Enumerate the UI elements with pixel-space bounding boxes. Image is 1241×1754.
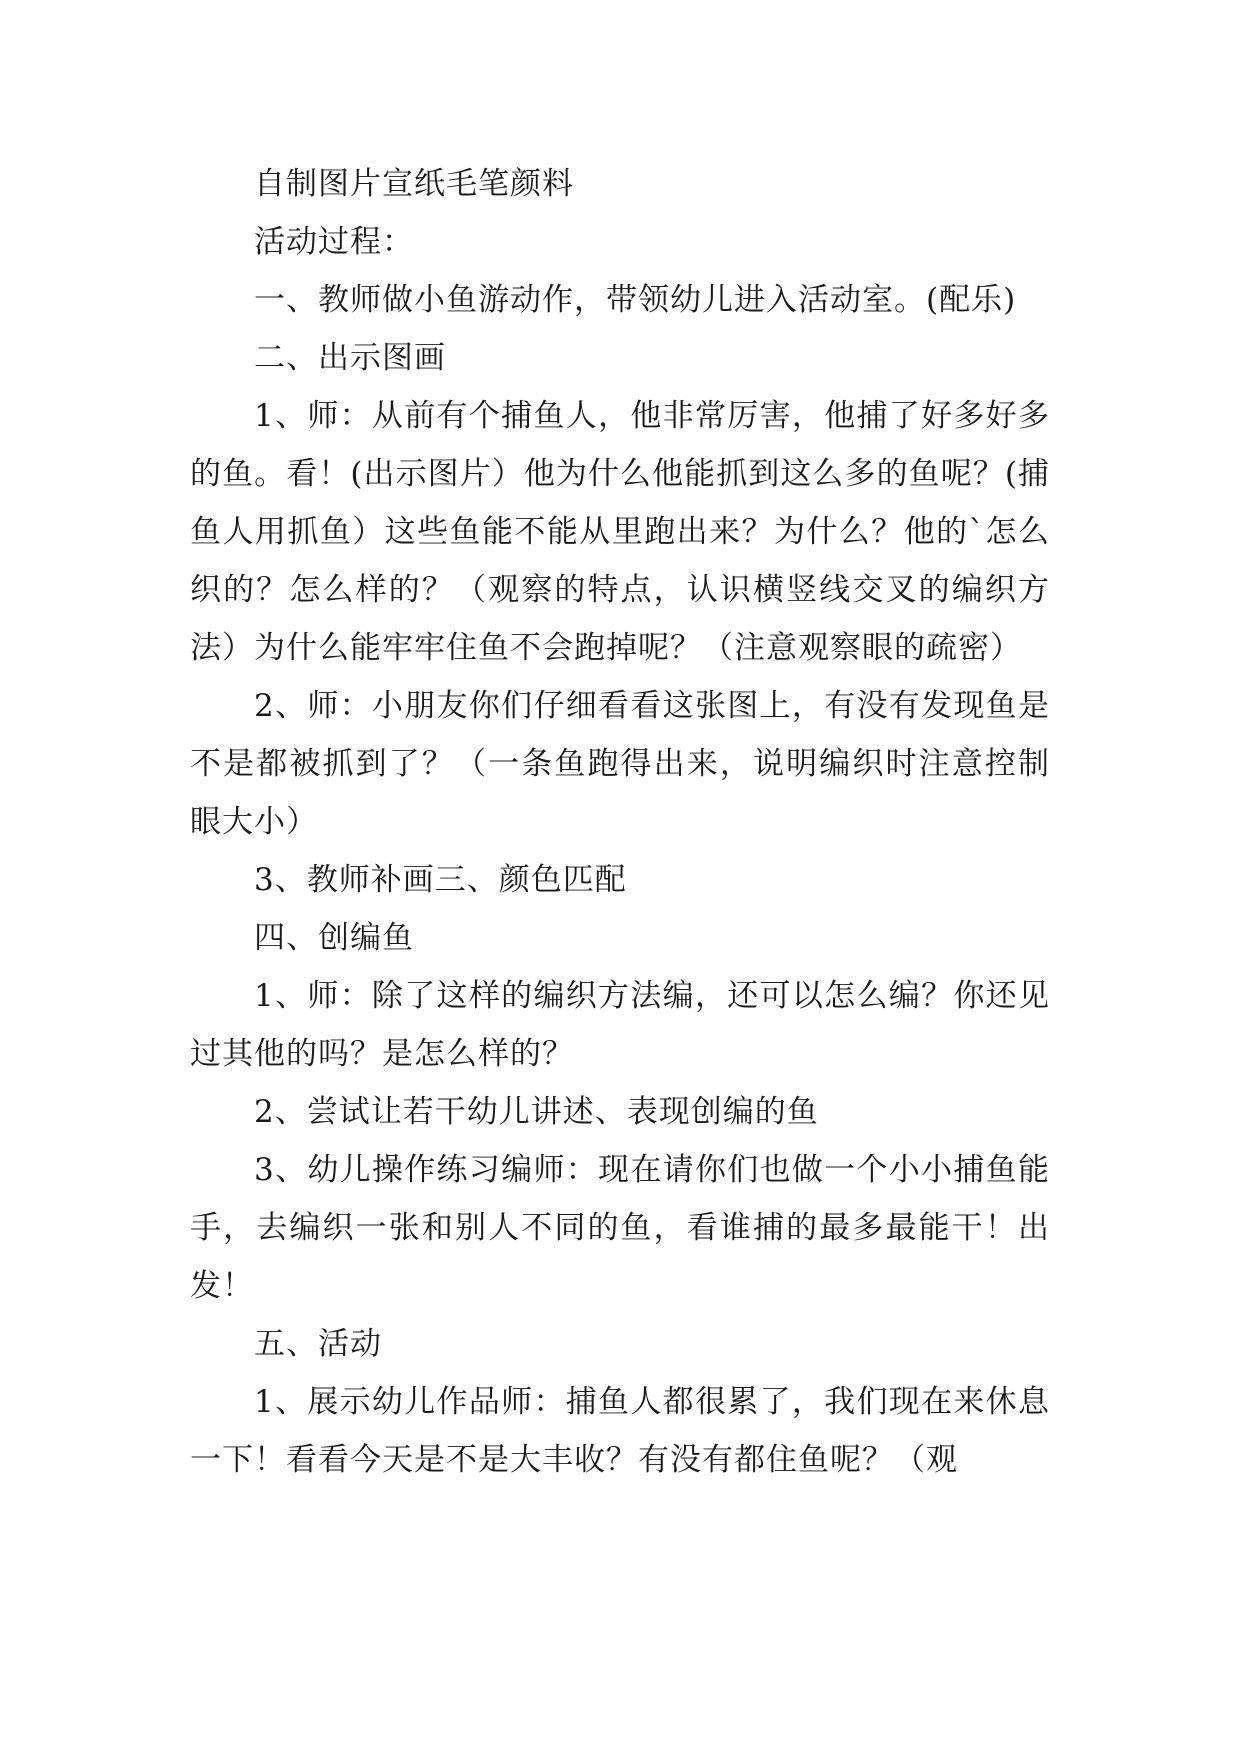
paragraph-process-heading: 活动过程： (254, 224, 414, 260)
paragraph-step-two-item-1: 1、师：从前有个捕鱼人，他非常厉害，他捕了好多好多的鱼。看！(出示图片）他为什么他能抓到这么多的鱼呢？(捕鱼人用抓鱼）这些鱼能不能从里跑出来？为什么？他的`怎么织的？怎么样的？（观察的特点，认识横竖线交叉的编织方法）为什么能牢牢住鱼不会跑掉呢？（注意观察眼的疏密） (190, 398, 1050, 666)
paragraph-step-four-item-1: 1、师：除了这样的编织方法编，还可以怎么编？你还见过其他的吗？是怎么样的？ (190, 978, 1050, 1072)
paragraph-step-two-item-2: 2、师：小朋友你们仔细看看这张图上，有没有发现鱼是不是都被抓到了？（一条鱼跑得出来，说明编织时注意控制眼大小） (190, 688, 1050, 840)
paragraph-step-two-item-3: 3、教师补画三、颜色匹配 (254, 862, 627, 898)
paragraph-step-four-item-2: 2、尝试让若干幼儿讲述、表现创编的鱼 (254, 1094, 819, 1130)
paragraph-step-five-heading: 五、活动 (254, 1326, 382, 1362)
paragraph-step-four-item-3: 3、幼儿操作练习编师：现在请你们也做一个小小捕鱼能手，去编织一张和别人不同的鱼，看谁捕的最多最能干！出发！ (190, 1152, 1050, 1304)
paragraph-materials: 自制图片宣纸毛笔颜料 (254, 166, 574, 202)
paragraph-step-two-heading: 二、出示图画 (254, 340, 446, 376)
paragraph-step-five-item-1: 1、展示幼儿作品师：捕鱼人都很累了，我们现在来休息一下！看看今天是不是大丰收？有没有都住鱼呢？（观 (190, 1384, 1050, 1478)
paragraph-step-four-heading: 四、创编鱼 (254, 920, 414, 956)
paragraph-step-one: 一、教师做小鱼游动作，带领幼儿进入活动室。(配乐) (254, 282, 1017, 318)
document-body (190, 155, 1050, 1489)
